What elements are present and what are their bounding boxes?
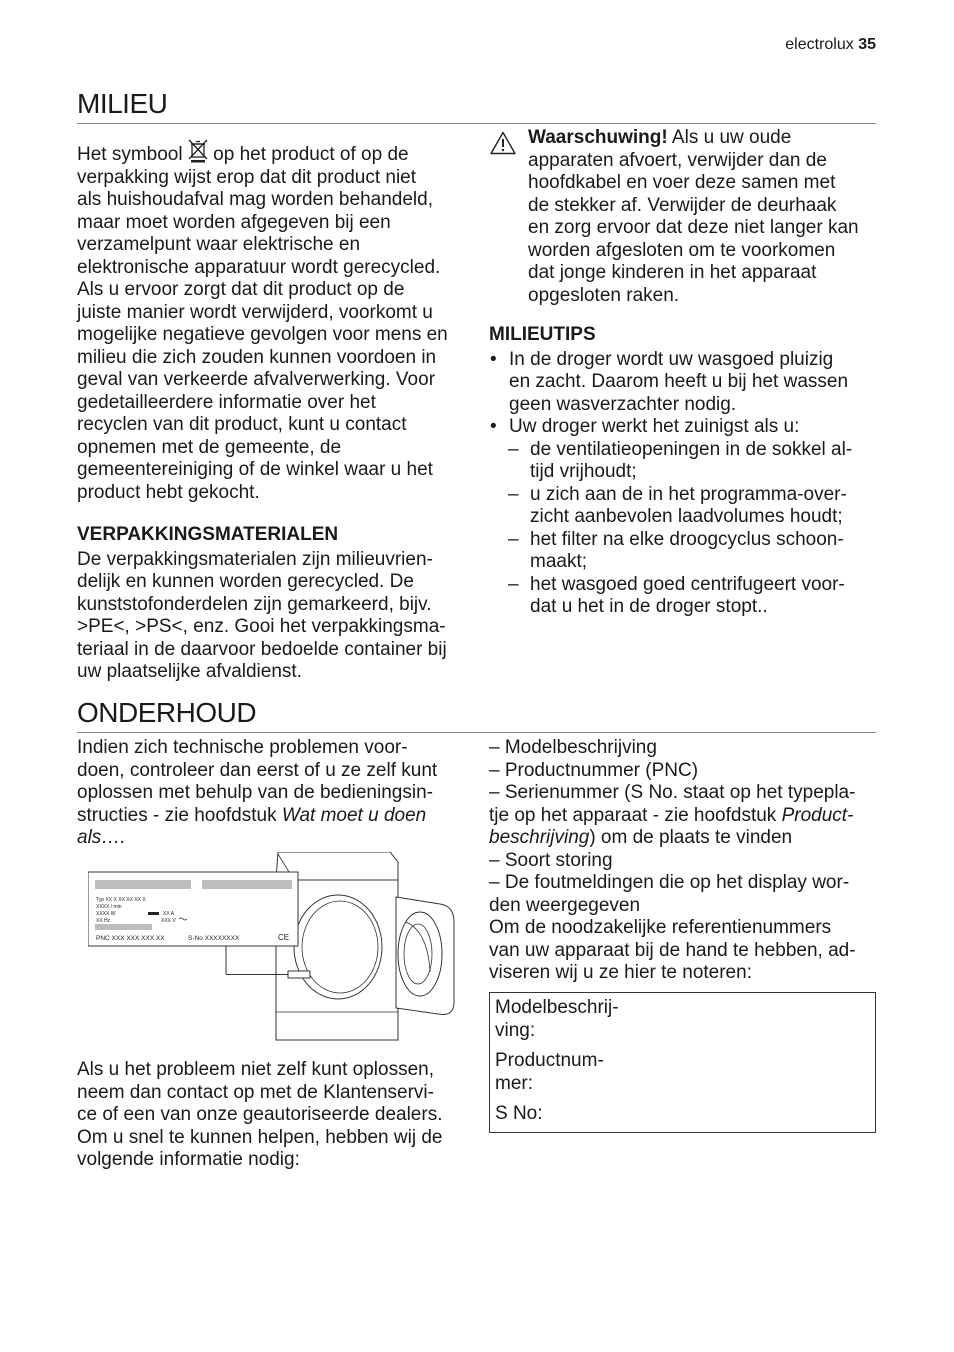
text-line: Om u snel te kunnen helpen, hebben wij de bbox=[77, 1126, 443, 1148]
chapter-reference: als…. bbox=[77, 827, 126, 848]
ce-mark: CE bbox=[278, 933, 290, 942]
recycle-paragraph bbox=[77, 139, 467, 504]
list-item: – Soort storing bbox=[489, 849, 613, 871]
text-line: zicht aanbevolen laadvolumes houdt; bbox=[530, 506, 843, 527]
plate-pnc: PNC XXX XXX XXX XX bbox=[96, 935, 165, 942]
text-line: maar moet worden afgegeven bij een bbox=[77, 211, 391, 233]
text-line: kunststofonderdelen zijn gemarkeerd, bijv. bbox=[77, 593, 432, 615]
tips-section bbox=[478, 324, 878, 619]
text-line: dat u het in de droger stopt.. bbox=[530, 596, 768, 617]
text-line: maakt; bbox=[530, 551, 588, 572]
list-item bbox=[489, 529, 878, 574]
milieu-right-column bbox=[478, 127, 878, 619]
text-line: gedetailleerdere informatie over het bbox=[77, 391, 376, 413]
text-line: Uw droger werkt het zuinigst als u: bbox=[509, 416, 800, 437]
list-item: – Modelbeschrijving bbox=[489, 737, 657, 758]
text-line: doen, controleer dan eerst of u ze zelf kunt bbox=[77, 759, 438, 781]
list-item: – Productnummer (PNC) bbox=[489, 759, 699, 781]
text-line: ce of een van onze geautoriseerde dealers. bbox=[77, 1104, 443, 1125]
text-line: het wasgoed goed centrifugeert voor- bbox=[530, 573, 845, 595]
text-line: opnemen met de gemeente, de bbox=[77, 436, 342, 458]
text-line: neem dan contact op met de Klantenservi- bbox=[77, 1081, 434, 1103]
text-line: en zorg ervoor dat deze niet langer kan bbox=[528, 217, 859, 238]
text-line: Als u ervoor zorgt dat dit product op de bbox=[77, 279, 405, 300]
text-line: elektronische apparatuur wordt gerecycled. bbox=[77, 256, 441, 278]
text-line: Productnum- bbox=[495, 1050, 604, 1071]
list-item bbox=[489, 574, 878, 619]
section-title-onderhoud: ONDERHOUD bbox=[77, 697, 257, 728]
text-line: geval van verkeerde afvalverwerking. Voor bbox=[77, 369, 436, 390]
reference-numbers-box bbox=[489, 992, 876, 1133]
plate-amp: XX A bbox=[163, 911, 175, 917]
plate-hz: XX Hz bbox=[96, 918, 111, 924]
text-line: juiste manier wordt verwijderd, voorkomt u bbox=[77, 301, 433, 323]
section-rule bbox=[77, 123, 876, 124]
plate-volt: XXX V bbox=[161, 918, 176, 924]
text-line: In de droger wordt uw wasgoed pluizig bbox=[509, 348, 834, 370]
text-line: delijk en kunnen worden gerecycled. De bbox=[77, 571, 414, 592]
chapter-reference: Product- bbox=[781, 804, 854, 826]
product-field-label bbox=[495, 1050, 870, 1095]
list-item bbox=[489, 349, 878, 417]
brand-name: electrolux bbox=[785, 36, 854, 53]
text-line: mogelijke negatieve gevolgen voor mens en bbox=[77, 324, 448, 345]
packaging-paragraph bbox=[77, 549, 467, 684]
text-line: gemeentereiniging of de winkel waar u het bbox=[77, 459, 433, 480]
list-item bbox=[489, 484, 878, 529]
list-item: – De foutmeldingen die op het display wor- bbox=[489, 872, 850, 893]
page-number: 35 bbox=[858, 36, 876, 53]
list-item bbox=[489, 416, 878, 439]
text-line: teriaal in de daarvoor bedoelde container bij bbox=[77, 638, 447, 660]
list-item: – Serienummer (S No. staat op het typepla- bbox=[489, 782, 856, 803]
text-line: >PE<, >PS<, enz. Gooi het verpakkingsma- bbox=[77, 616, 446, 637]
text-line: het filter na elke droogcyclus schoon- bbox=[530, 528, 844, 550]
section-rule bbox=[77, 732, 876, 733]
text-line: de ventilatieopeningen in de sokkel al- bbox=[530, 438, 853, 460]
text-line: Als u het probleem niet zelf kunt oplossen, bbox=[77, 1059, 434, 1080]
text-line: product hebt gekocht. bbox=[77, 481, 260, 503]
text-line: oplossen met behulp van de bedieningsin- bbox=[77, 782, 433, 803]
text-line: van uw apparaat bij de hand te hebben, ad- bbox=[489, 939, 856, 961]
text-line: u zich aan de in het programma-over- bbox=[530, 483, 847, 505]
warning-block bbox=[478, 127, 878, 307]
text-line: hoofdkabel en voer deze samen met bbox=[528, 172, 836, 193]
plate-watt: XXXX W bbox=[96, 911, 116, 917]
text-line: mer: bbox=[495, 1072, 533, 1094]
dryer-rating-plate-illustration bbox=[88, 852, 460, 1044]
text-line: tje op het apparaat - zie hoofdstuk bbox=[489, 804, 782, 826]
text-line: Modelbeschrij- bbox=[495, 997, 619, 1018]
tips-list bbox=[489, 349, 878, 439]
text-line: Indien zich technische problemen voor- bbox=[77, 737, 408, 758]
list-item bbox=[489, 439, 878, 484]
text-line: dat jonge kinderen in het apparaat bbox=[528, 262, 817, 283]
text-line: verpakking wijst erop dat dit product niet bbox=[77, 166, 417, 188]
section-title-milieu: MILIEU bbox=[77, 88, 168, 119]
text-line: worden afgesloten om te voorkomen bbox=[528, 239, 836, 261]
crossed-bin-icon bbox=[188, 139, 208, 163]
text-line: De verpakkingsmaterialen zijn milieuvrien- bbox=[77, 548, 433, 570]
page-header bbox=[785, 36, 876, 54]
onderhoud-intro bbox=[77, 737, 467, 850]
chapter-reference: beschrijving bbox=[489, 827, 590, 848]
intro-text: Het symbool bbox=[77, 144, 183, 165]
milieu-left-column bbox=[77, 139, 467, 684]
onderhoud-contact bbox=[77, 1059, 467, 1172]
text-line: Om de noodzakelijke referentienummers bbox=[489, 917, 832, 938]
serial-field-label: S No: bbox=[495, 1103, 543, 1124]
intro-text: op het product of op de bbox=[213, 144, 409, 165]
text-line: en zacht. Daarom heeft u bij het wassen bbox=[509, 371, 849, 392]
text-line: den weergegeven bbox=[489, 894, 641, 916]
text-line: verzamelpunt waar elektrische en bbox=[77, 234, 361, 255]
text-line: Als u uw oude bbox=[667, 127, 792, 148]
chapter-reference: Wat moet u doen bbox=[281, 804, 427, 826]
subtips-list bbox=[489, 439, 878, 619]
plate-type: Typ XX X XX XX XX X bbox=[96, 897, 146, 903]
text-line: volgende informatie nodig: bbox=[77, 1149, 300, 1170]
text-line: als huishoudafval mag worden behandeld, bbox=[77, 189, 433, 210]
text-line: recyclen van dit product, kunt u contact bbox=[77, 414, 407, 435]
plate-serial: S-No XXXXXXXX bbox=[188, 935, 240, 942]
plate-rpm: XXXX / min bbox=[96, 904, 122, 910]
warning-label: Waarschuwing! bbox=[528, 127, 668, 148]
text-line: tijd vrijhoudt; bbox=[530, 461, 637, 482]
text-line: de stekker af. Verwijder de deurhaak bbox=[528, 194, 837, 216]
text-line: structies - zie hoofdstuk bbox=[77, 804, 282, 826]
text-line: ) om de plaats te vinden bbox=[589, 827, 793, 848]
warning-triangle-icon bbox=[490, 131, 516, 155]
text-line: viseren wij u ze hier te noteren: bbox=[489, 962, 752, 983]
text-line: uw plaatselijke afvaldienst. bbox=[77, 661, 302, 682]
tips-heading: MILIEUTIPS bbox=[489, 324, 596, 345]
text-line: opgesloten raken. bbox=[528, 284, 680, 306]
text-line: apparaten afvoert, verwijder dan de bbox=[528, 149, 827, 171]
text-line: ving: bbox=[495, 1019, 536, 1041]
text-line: geen wasverzachter nodig. bbox=[509, 393, 737, 415]
packaging-heading: VERPAKKINGSMATERIALEN bbox=[77, 524, 339, 545]
model-field-label bbox=[495, 997, 870, 1042]
text-line: milieu die zich zouden kunnen voordoen in bbox=[77, 346, 437, 368]
required-info-list bbox=[489, 737, 879, 985]
